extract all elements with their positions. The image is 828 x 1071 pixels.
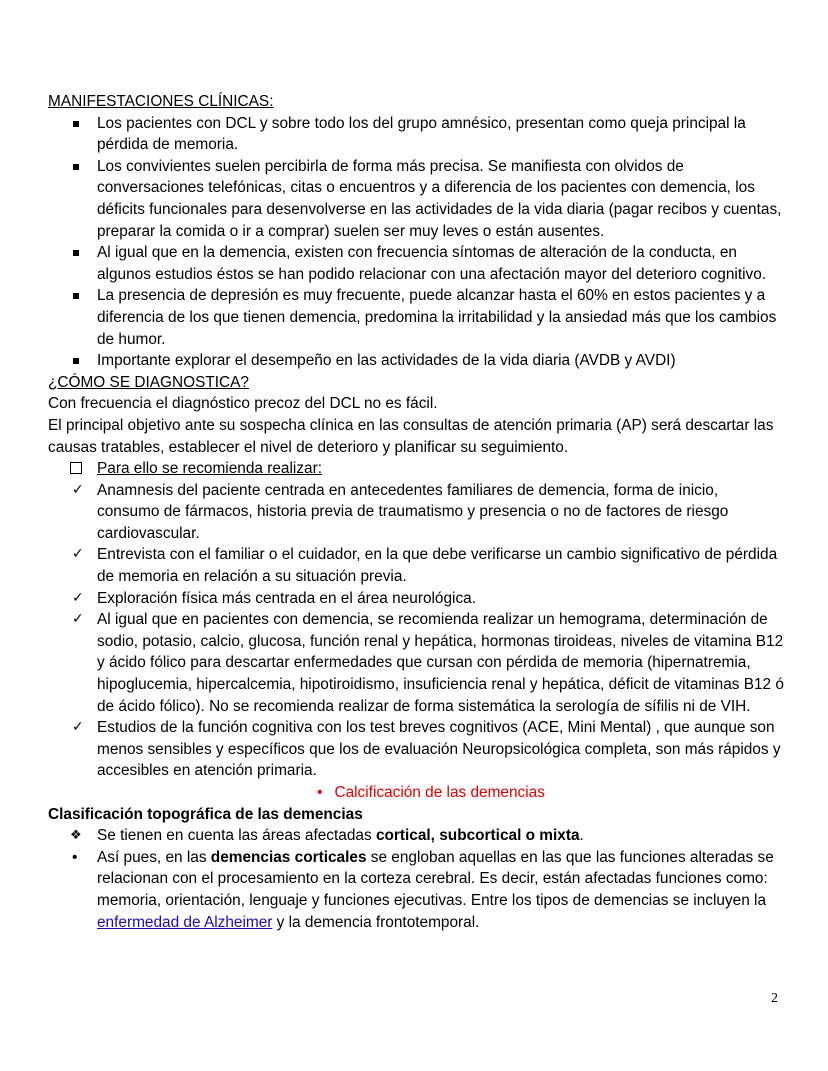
red-bullet-text: Calcificación de las demencias bbox=[334, 784, 545, 801]
clasificacion-list bbox=[48, 825, 784, 933]
list-item-text: Estudios de la función cognitiva con los test breves cognitivos (ACE, Mini Mental) , que aunque son menos sensibles y específicos que los de evaluación Neuropsicológica completa, son más rápidos y accesibles en atención primaria. bbox=[97, 719, 781, 780]
page-number: 2 bbox=[771, 991, 778, 1006]
list-item bbox=[48, 588, 784, 610]
list-item bbox=[48, 480, 784, 545]
clasificacion-heading: Clasificación topográfica de las demencias bbox=[48, 805, 363, 823]
list-item bbox=[48, 825, 784, 847]
text-segment: . bbox=[579, 827, 584, 845]
list-item-text: La presencia de depresión es muy frecuente, puede alcanzar hasta el 60% en estos pacientes y a diferencia de los que tienen demencia, predomina la irritabilidad y la ansiedad más que los cambios de humor. bbox=[97, 287, 777, 348]
list-item bbox=[48, 285, 784, 350]
list-item bbox=[48, 847, 784, 933]
list-item bbox=[48, 113, 784, 156]
list-item-text: Para ello se recomienda realizar: bbox=[97, 460, 322, 478]
checkmark-icon: ✓ bbox=[72, 589, 84, 606]
list-item-text: Al igual que en pacientes con demencia, se recomienda realizar un hemograma, determinación de sodio, potasio, calcio, glucosa, función renal y hepática, hormonas tiroideas, niveles de vitamina B12 y ácido fólico para descartar enfermedades que cursan con pérdida de memoria (hipernatremia, hipoglucemia, hipercalcemia, hipotiroidismo, insuficiencia renal y hepática, déficit de vitaminas B12 ó de ácido fólico). No se recomienda realizar de forma sistemática la serología de sífilis ni de VIH. bbox=[97, 611, 784, 715]
list-item-text: Los pacientes con DCL y sobre todo los del grupo amnésico, presentan como queja principal la pérdida de memoria. bbox=[97, 114, 746, 154]
list-item bbox=[48, 156, 784, 242]
diagnostica-heading: ¿CÓMO SE DIAGNOSTICA? bbox=[48, 373, 249, 391]
document-page bbox=[48, 91, 784, 933]
checkmark-icon: ✓ bbox=[72, 611, 84, 628]
list-item-text: Los convivientes suelen percibirla de forma más precisa. Se manifiesta con olvidos de conversaciones telefónicas, citas o encuentros y a diferencia de los pacientes con demencia, los déficits funcionales para desenvolverse en las actividades de la vida diaria (pagar recibos y cuentas, preparar la comida o ir a comprar) suelen ser muy leves o están ausentes. bbox=[97, 157, 782, 240]
list-item-text: Anamnesis del paciente centrada en antecedentes familiares de demencia, forma de inicio, consumo de fármacos, historia previa de traumatismo y presencia o no de factores de riesgo cardiovascular. bbox=[97, 481, 729, 542]
list-item bbox=[48, 242, 784, 285]
checkmark-icon: ✓ bbox=[72, 546, 84, 563]
list-item-text: Al igual que en la demencia, existen con frecuencia síntomas de alteración de la conducta, en algunos estudios éstos se han podido relacionar con una afectación mayor del deterioro cognitivo. bbox=[97, 244, 767, 283]
diagnostico-paragraph-2: El principal objetivo ante su sospecha clínica en las consultas de atención primaria (AP) será descartar las causas tratables, establecer el nivel de deterioro y planificar su seguimiento. bbox=[48, 416, 774, 456]
list-item bbox=[48, 350, 784, 372]
checkmark-icon: ✓ bbox=[72, 481, 84, 498]
calcificacion-red-bullet bbox=[48, 782, 784, 804]
list-item bbox=[48, 609, 784, 717]
recomendaciones-list bbox=[48, 458, 784, 782]
bold-text-segment: demencias corticales bbox=[210, 848, 367, 866]
list-item bbox=[48, 544, 784, 587]
list-item-text: Importante explorar el desempeño en las actividades de la vida diaria (AVDB y AVDI) bbox=[97, 352, 676, 370]
manifestaciones-heading: MANIFESTACIONES CLÍNICAS: bbox=[48, 93, 274, 110]
list-item-text: Exploración física más centrada en el área neurológica. bbox=[97, 589, 476, 607]
alzheimer-link[interactable]: enfermedad de Alzheimer bbox=[97, 913, 273, 931]
text-segment: y la demencia frontotemporal. bbox=[272, 913, 480, 931]
list-item bbox=[48, 458, 784, 480]
bold-text-segment: cortical, subcortical o mixta bbox=[375, 827, 580, 845]
diamond-bullet-icon: ❖ bbox=[70, 828, 82, 844]
text-segment: Así pues, en las bbox=[97, 848, 211, 866]
diagnostico-paragraph-1: Con frecuencia el diagnóstico precoz del DCL no es fácil. bbox=[48, 395, 438, 413]
manifestaciones-list bbox=[48, 113, 784, 372]
red-dot-icon: • bbox=[317, 784, 323, 801]
text-segment: Se tienen en cuenta las áreas afectadas bbox=[97, 827, 376, 845]
list-item bbox=[48, 717, 784, 782]
checkmark-icon: ✓ bbox=[72, 719, 84, 736]
text-segment: se engloban aquellas en las que las funciones alteradas se relacionan con el procesamiento en la corteza cerebral. Es decir, están afectadas funciones como: memoria, orientación, lenguaje y funciones ejecutivas. Entre los tipos de demencias se incluyen la bbox=[97, 848, 774, 909]
list-item-text: Entrevista con el familiar o el cuidador, en la que debe verificarse un cambio significativo de pérdida de memoria en relación a su situación previa. bbox=[97, 546, 778, 586]
